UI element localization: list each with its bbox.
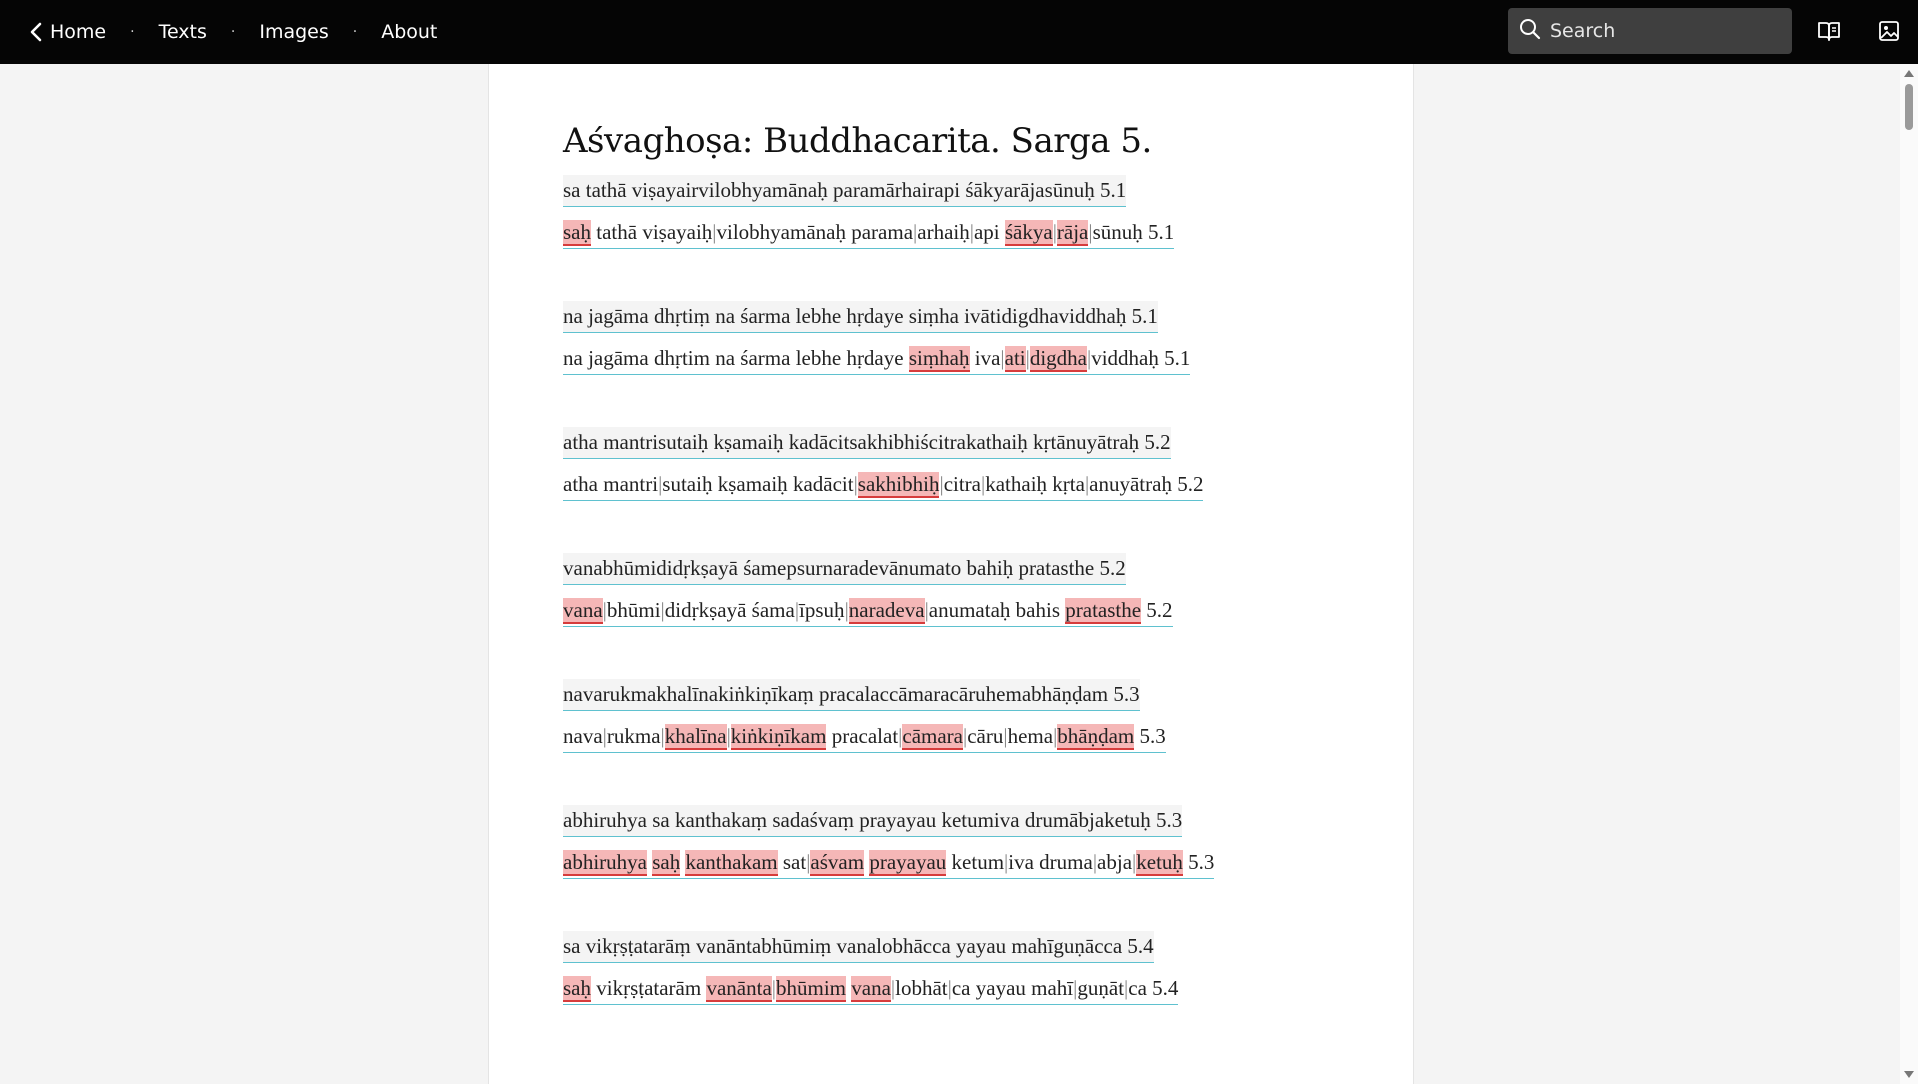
word-segment[interactable]: aśvam <box>810 850 865 874</box>
word-segment[interactable]: parama <box>851 220 914 244</box>
verse-analysis-line <box>563 211 1413 253</box>
verse-original-line <box>563 547 1413 589</box>
word-segment[interactable]: anuyātraḥ <box>1089 472 1172 496</box>
word-segment[interactable]: druma <box>1039 850 1093 874</box>
segment-separator: | <box>771 976 776 1000</box>
nav-separator: · <box>130 24 135 40</box>
open-book-icon[interactable] <box>1814 16 1844 46</box>
word-segment[interactable]: vana <box>563 598 603 622</box>
word-segment[interactable]: mahī <box>1031 976 1074 1000</box>
word-segment[interactable]: dhṛtim <box>653 346 710 370</box>
verse-original-line <box>563 799 1413 841</box>
scrollbar-thumb[interactable] <box>1905 84 1913 130</box>
verse-original-line <box>563 169 1413 211</box>
word-segment[interactable]: kathaiḥ <box>985 472 1048 496</box>
word-segment[interactable]: 5.3 <box>1139 724 1166 748</box>
word-segment[interactable]: ca <box>951 976 971 1000</box>
segment-separator: | <box>1004 850 1009 874</box>
word-segment[interactable]: saḥ <box>652 850 681 874</box>
verse-original-line <box>563 421 1413 463</box>
word-segment[interactable]: arhaiḥ <box>917 220 970 244</box>
word-segment[interactable]: kṣamaiḥ <box>717 472 788 496</box>
verse-analysis-text[interactable] <box>563 343 1190 375</box>
word-segment[interactable]: cāmara <box>902 724 963 748</box>
segment-separator: | <box>963 724 968 748</box>
verse-block <box>563 673 1413 757</box>
word-segment[interactable]: 5.1 <box>1148 220 1175 244</box>
word-segment[interactable]: kanthakam <box>685 850 778 874</box>
top-navigation-bar <box>0 0 1918 64</box>
word-segment[interactable]: ketum <box>951 850 1005 874</box>
scroll-down-arrow-icon[interactable] <box>1904 1071 1914 1078</box>
word-segment[interactable]: sakhibhiḥ <box>857 472 940 496</box>
word-segment[interactable]: viddhaḥ <box>1091 346 1159 370</box>
segment-separator: | <box>1084 472 1090 496</box>
word-segment[interactable]: digdha <box>1029 346 1087 370</box>
verse-original-line <box>563 295 1413 337</box>
word-segment[interactable]: 5.2 <box>1146 598 1173 622</box>
verse-original-text[interactable]: atha mantrisutaiḥ kṣamaiḥ kadācitsakhibhiścitrakathaiḥ kṛtānuyātraḥ 5.2 <box>563 427 1171 459</box>
segment-separator: | <box>658 472 663 496</box>
word-segment[interactable]: cāru <box>967 724 1004 748</box>
segment-separator: | <box>1003 724 1008 748</box>
verse-analysis-line <box>563 463 1413 505</box>
word-segment[interactable]: nava <box>563 724 603 748</box>
word-segment[interactable]: vilobhyamānaḥ <box>716 220 846 244</box>
segment-separator: | <box>913 220 918 244</box>
segment-separator: | <box>660 598 665 622</box>
verse-analysis-text[interactable] <box>563 847 1214 879</box>
verse-block <box>563 547 1413 631</box>
page-title: Aśvaghoṣa: Buddhacarita. Sarga 5. <box>563 121 1152 161</box>
segment-separator: | <box>660 724 665 748</box>
search-box[interactable] <box>1508 8 1792 54</box>
word-segment[interactable]: bhūmim <box>775 976 846 1000</box>
word-segment[interactable]: bhūmi <box>606 598 661 622</box>
word-segment[interactable]: iva <box>1008 850 1034 874</box>
vertical-scrollbar[interactable] <box>1900 64 1918 1084</box>
word-segment[interactable]: īpsuḥ <box>799 598 845 622</box>
word-segment[interactable]: śarma <box>740 346 791 370</box>
word-segment[interactable]: didṛkṣayā <box>664 598 747 622</box>
word-segment[interactable]: 5.4 <box>1152 976 1179 1000</box>
segment-separator: | <box>1124 976 1129 1000</box>
segment-separator: | <box>939 472 944 496</box>
segment-separator: | <box>1000 346 1005 370</box>
word-segment[interactable]: sūnuḥ <box>1092 220 1143 244</box>
segment-separator: | <box>794 598 800 622</box>
word-segment[interactable]: prayayau <box>869 850 947 874</box>
segment-separator: | <box>1087 346 1092 370</box>
segment-separator: | <box>969 220 974 244</box>
word-segment[interactable]: saḥ <box>563 976 591 1000</box>
home-link-label[interactable]: Home <box>50 21 107 43</box>
segment-separator: | <box>1052 220 1057 244</box>
word-segment[interactable]: kadācit <box>792 472 854 496</box>
word-segment[interactable]: vana <box>851 976 891 1000</box>
word-segment[interactable]: ketuḥ <box>1136 850 1183 874</box>
word-segment[interactable]: mantri <box>603 472 659 496</box>
verse-analysis-line <box>563 715 1413 757</box>
segment-separator: | <box>1073 976 1078 1000</box>
main-nav <box>22 0 437 64</box>
segment-separator: | <box>1092 850 1098 874</box>
word-segment[interactable]: rāja <box>1056 220 1089 244</box>
word-segment[interactable]: 5.2 <box>1177 472 1204 496</box>
segment-separator: | <box>712 220 717 244</box>
word-segment[interactable]: 5.1 <box>1164 346 1191 370</box>
segment-separator: | <box>947 976 952 1000</box>
search-icon <box>1518 17 1542 45</box>
segment-separator: | <box>924 598 929 622</box>
word-segment[interactable]: iva <box>974 346 1001 370</box>
verse-block <box>563 295 1413 379</box>
verse-analysis-text[interactable] <box>563 973 1178 1005</box>
home-link[interactable] <box>22 18 106 46</box>
segment-separator: | <box>981 472 986 496</box>
scroll-up-arrow-icon[interactable] <box>1904 70 1914 77</box>
image-icon[interactable] <box>1874 16 1904 46</box>
word-segment[interactable]: rukma <box>606 724 661 748</box>
word-segment[interactable]: khalīna <box>664 724 727 748</box>
word-segment[interactable]: viṣayaiḥ <box>642 220 713 244</box>
word-segment[interactable]: kṛta <box>1052 472 1085 496</box>
word-segment[interactable]: bahis <box>1015 598 1060 622</box>
word-segment[interactable]: vikṛṣṭatarām <box>596 976 702 1000</box>
word-segment[interactable]: citra <box>943 472 981 496</box>
verse-block <box>563 925 1413 1009</box>
word-segment[interactable]: sutaiḥ <box>662 472 713 496</box>
verse-analysis-line <box>563 841 1413 883</box>
nav-item-about[interactable]: About <box>381 21 438 43</box>
segment-separator: | <box>806 850 811 874</box>
word-segment[interactable]: naradeva <box>848 598 925 622</box>
word-segment[interactable]: abhiruhya <box>563 850 647 874</box>
verse-original-text[interactable]: sa vikṛṣṭatarāṃ vanāntabhūmiṃ vanalobhācca yayau mahīguṇācca 5.4 <box>563 931 1154 963</box>
verse-analysis-line <box>563 967 1413 1009</box>
word-segment[interactable]: ati <box>1004 346 1026 370</box>
word-segment[interactable]: hṛdaye <box>846 346 904 370</box>
verse-list <box>563 169 1413 1009</box>
verse-original-line <box>563 673 1413 715</box>
verse-original-text[interactable]: na jagāma dhṛtiṃ na śarma lebhe hṛdaye siṃha ivātidigdhaviddhaḥ 5.1 <box>563 301 1158 333</box>
document-content <box>489 64 1413 1009</box>
verse-original-text[interactable]: navarukmakhalīnakiṅkiṇīkaṃ pracalaccāmaracāruhemabhāṇḍam 5.3 <box>563 679 1140 711</box>
segment-separator: | <box>1025 346 1030 370</box>
nav-separator: · <box>352 24 358 40</box>
word-segment[interactable]: anumataḥ <box>928 598 1011 622</box>
word-segment[interactable]: vanānta <box>706 976 772 1000</box>
word-segment[interactable]: na <box>715 346 736 370</box>
segment-separator: | <box>602 598 607 622</box>
word-segment[interactable]: yayau <box>975 976 1026 1000</box>
nav-item-images[interactable]: Images <box>259 21 329 43</box>
verse-original-text[interactable]: abhiruhya sa kanthakaṃ sadaśvaṃ prayayau ketumiva drumābjaketuḥ 5.3 <box>563 805 1182 837</box>
segment-separator: | <box>602 724 607 748</box>
verse-analysis-text[interactable] <box>563 217 1174 249</box>
word-segment[interactable]: tathā <box>596 220 638 244</box>
verse-analysis-text[interactable] <box>563 469 1203 501</box>
word-segment[interactable]: atha <box>563 472 598 496</box>
nav-item-texts[interactable]: Texts <box>158 21 207 43</box>
word-segment[interactable]: api <box>973 220 1000 244</box>
verse-analysis-line <box>563 589 1413 631</box>
chevron-left-icon <box>22 18 50 46</box>
word-segment[interactable]: bhāṇḍam <box>1057 724 1135 748</box>
segment-separator: | <box>1132 850 1137 874</box>
word-segment[interactable]: pratasthe <box>1065 598 1142 622</box>
word-segment[interactable]: kiṅkiṇīkam <box>730 724 827 748</box>
word-segment[interactable]: abja <box>1097 850 1133 874</box>
segment-separator: | <box>898 724 903 748</box>
word-segment[interactable]: saḥ <box>563 220 591 244</box>
word-segment[interactable]: śama <box>751 598 795 622</box>
word-segment[interactable]: hema <box>1007 724 1054 748</box>
verse-analysis-text[interactable] <box>563 595 1173 627</box>
word-segment[interactable]: siṃhaḥ <box>908 346 970 370</box>
word-segment[interactable]: lobhāt <box>895 976 948 1000</box>
verse-block <box>563 421 1413 505</box>
word-segment[interactable]: jagāma <box>588 346 649 370</box>
document-page <box>488 64 1414 1084</box>
search-input[interactable] <box>1550 20 1780 42</box>
verse-analysis-line <box>563 337 1413 379</box>
verse-original-line <box>563 925 1413 967</box>
word-segment[interactable]: 5.3 <box>1188 850 1215 874</box>
word-segment[interactable]: guṇāt <box>1077 976 1125 1000</box>
word-segment[interactable]: ca <box>1128 976 1147 1000</box>
word-segment[interactable]: na <box>563 346 583 370</box>
word-segment[interactable]: sat <box>782 850 807 874</box>
segment-separator: | <box>853 472 858 496</box>
verse-block <box>563 799 1413 883</box>
verse-block <box>563 169 1413 253</box>
segment-separator: | <box>890 976 896 1000</box>
word-segment[interactable]: pracalat <box>831 724 899 748</box>
segment-separator: | <box>844 598 849 622</box>
segment-separator: | <box>726 724 731 748</box>
verse-analysis-text[interactable] <box>563 721 1166 753</box>
nav-separator: · <box>230 24 236 40</box>
segment-separator: | <box>1053 724 1058 748</box>
segment-separator: | <box>1088 220 1093 244</box>
word-segment[interactable]: śākya <box>1004 220 1053 244</box>
word-segment[interactable]: lebhe <box>795 346 842 370</box>
verse-original-text[interactable]: sa tathā viṣayairvilobhyamānaḥ paramārhairapi śākyarājasūnuḥ 5.1 <box>563 175 1126 207</box>
verse-original-text[interactable]: vanabhūmididṛkṣayā śamepsurnaradevānumato bahiḥ pratasthe 5.2 <box>563 553 1126 585</box>
